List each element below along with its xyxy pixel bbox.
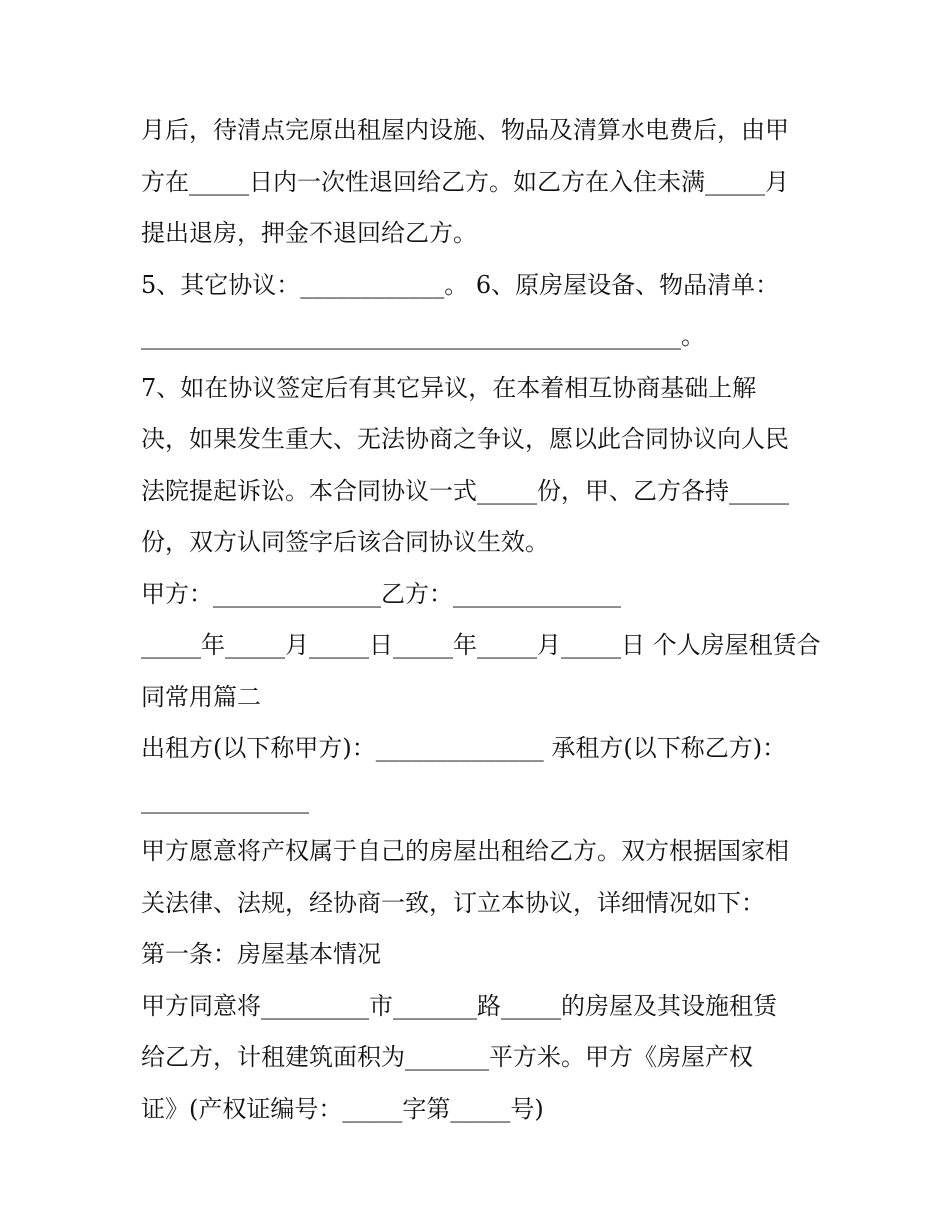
- text-line-15: 甲方愿意将产权属于自己的房屋出租给乙方。双方根据国家相: [141, 837, 789, 865]
- document-body: [141, 108, 821, 1138]
- text-line-9: 份，双方认同签字后该合同协议生效。: [141, 528, 549, 556]
- text-line-13: 出租方(以下称甲方)：______________ 承租方(以下称乙方)：: [141, 734, 787, 762]
- text-line-8: 法院提起诉讼。本合同协议一式_____份，甲、乙方各持_____: [141, 476, 789, 505]
- text-line-10: 甲方：______________乙方：______________: [141, 579, 621, 608]
- text-line-19: 给乙方，计租建筑面积为_______平方米。甲方《房屋产权: [141, 1043, 753, 1071]
- text-line-11: _____年_____月_____日_____年_____月_____日 个人房屋租赁合: [141, 631, 821, 659]
- text-line-12: 同常用篇二: [141, 682, 261, 711]
- text-line-3: 提出退房，押金不退回给乙方。: [141, 219, 477, 247]
- text-line-6: 7、如在协议签定后有其它异议，在本着相互协商基础上解: [141, 373, 757, 402]
- text-line-17: 第一条：房屋基本情况: [141, 940, 381, 968]
- text-line-2: 方在_____日内一次性退回给乙方。如乙方在入住未满_____月: [141, 167, 789, 196]
- text-line-1: 月后，待清点完原出租屋内设施、物品及清算水电费后，由甲: [141, 116, 789, 144]
- text-line-20: 证》(产权证编号：_____字第_____号): [141, 1094, 544, 1123]
- text-line-5: _____________________________________________。: [141, 322, 705, 350]
- text-line-18: 甲方同意将_________市_______路_____的房屋及其设施租赁: [141, 991, 777, 1020]
- text-line-4: 5、其它协议：____________。 6、原房屋设备、物品清单：: [141, 270, 780, 299]
- text-line-14: ______________: [141, 785, 309, 814]
- text-line-16: 关法律、法规，经协商一致，订立本协议，详细情况如下：: [141, 888, 765, 917]
- text-line-7: 决，如果发生重大、无法协商之争议，愿以此合同协议向人民: [141, 425, 789, 453]
